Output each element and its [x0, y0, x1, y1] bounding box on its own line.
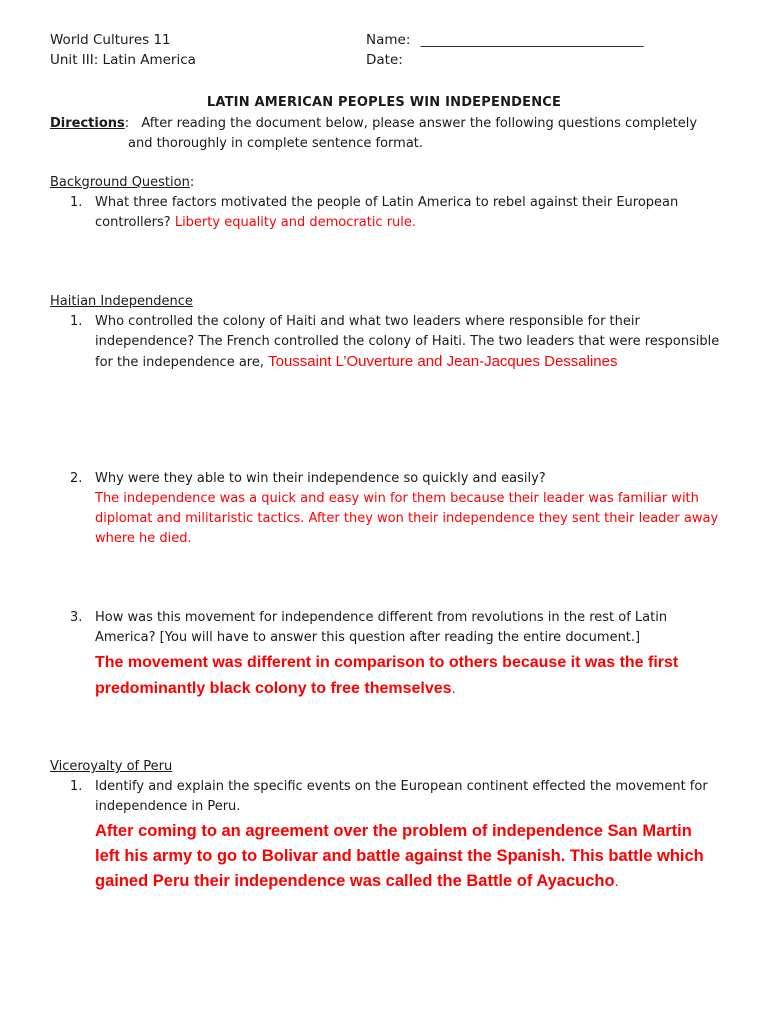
directions-label: Directions — [50, 116, 125, 131]
question-text: Why were they able to win their independence so quickly and easily? — [95, 471, 546, 486]
question-number: 1. — [70, 314, 83, 329]
question-text: Identify and explain the specific events on the European continent effected the movement for independence in Peru. — [95, 779, 708, 814]
answer-text: Toussaint L’Ouverture and Jean-Jacques Dessalines — [268, 353, 618, 370]
background-heading-colon: : — [189, 175, 195, 190]
header-left — [50, 30, 196, 70]
page-title: LATIN AMERICAN PEOPLES WIN INDEPENDENCE — [206, 95, 562, 110]
answer-text: The movement was different in comparison to others because it was the first predominantly black colony to free themselves — [95, 654, 679, 697]
peru-question-1 — [70, 777, 720, 894]
answer-text: Liberty equality and democratic rule. — [174, 215, 417, 230]
answer-text: The independence was a quick and easy win for them because their leader was familiar with diplomat and militaristic tactics. After they won their independence they sent their leader away where he died. — [95, 491, 719, 546]
name-label: Name: — [366, 32, 411, 48]
question-body — [95, 312, 720, 373]
header-right — [366, 30, 643, 70]
haiti-question-1 — [70, 312, 720, 373]
background-question-1 — [70, 193, 720, 233]
answer-period: . — [451, 682, 456, 697]
question-text: Who controlled the colony of Haiti and what two leaders where responsible for their independence? The French controlled the colony of Haiti. The two leaders that were responsible for the independence are, — [95, 314, 720, 370]
name-line — [366, 30, 643, 50]
haiti-heading: Haitian Independence — [50, 294, 193, 309]
directions-text: After reading the document below, please answer the following questions completely and thoroughly in complete sentence format. — [128, 116, 698, 151]
answer-period: . — [614, 875, 619, 890]
question-text: What three factors motivated the people of Latin America to rebel against their European controllers? — [95, 195, 679, 230]
directions — [50, 114, 710, 154]
background-heading-text: Background Question — [50, 175, 190, 190]
question-body — [95, 193, 720, 233]
question-number: 1. — [70, 779, 83, 794]
peru-heading: Viceroyalty of Peru — [50, 759, 173, 774]
directions-colon: : — [124, 116, 130, 131]
name-blank: _________________________________ — [420, 32, 644, 48]
date-label: Date: — [366, 52, 403, 68]
answer-text: After coming to an agreement over the problem of independence San Martin left his army to go to Bolivar and battle against the Spanish. This battle which gained Peru their independence was called the Battle of Ayacucho — [95, 822, 704, 890]
question-body — [95, 469, 720, 549]
background-heading — [50, 173, 194, 193]
answer-block — [95, 650, 720, 702]
question-number: 2. — [70, 471, 83, 486]
question-body — [95, 608, 720, 702]
unit-name: Unit III: Latin America — [50, 52, 196, 68]
question-text: How was this movement for independence different from revolutions in the rest of Latin America? [You will have to answer this question after reading the entire document.] — [95, 610, 668, 645]
question-number: 3. — [70, 610, 83, 625]
question-body — [95, 777, 720, 894]
question-number: 1. — [70, 195, 83, 210]
answer-block — [95, 819, 720, 894]
course-name: World Cultures 11 — [50, 32, 171, 48]
haiti-question-3 — [70, 608, 720, 702]
haiti-question-2 — [70, 469, 720, 549]
